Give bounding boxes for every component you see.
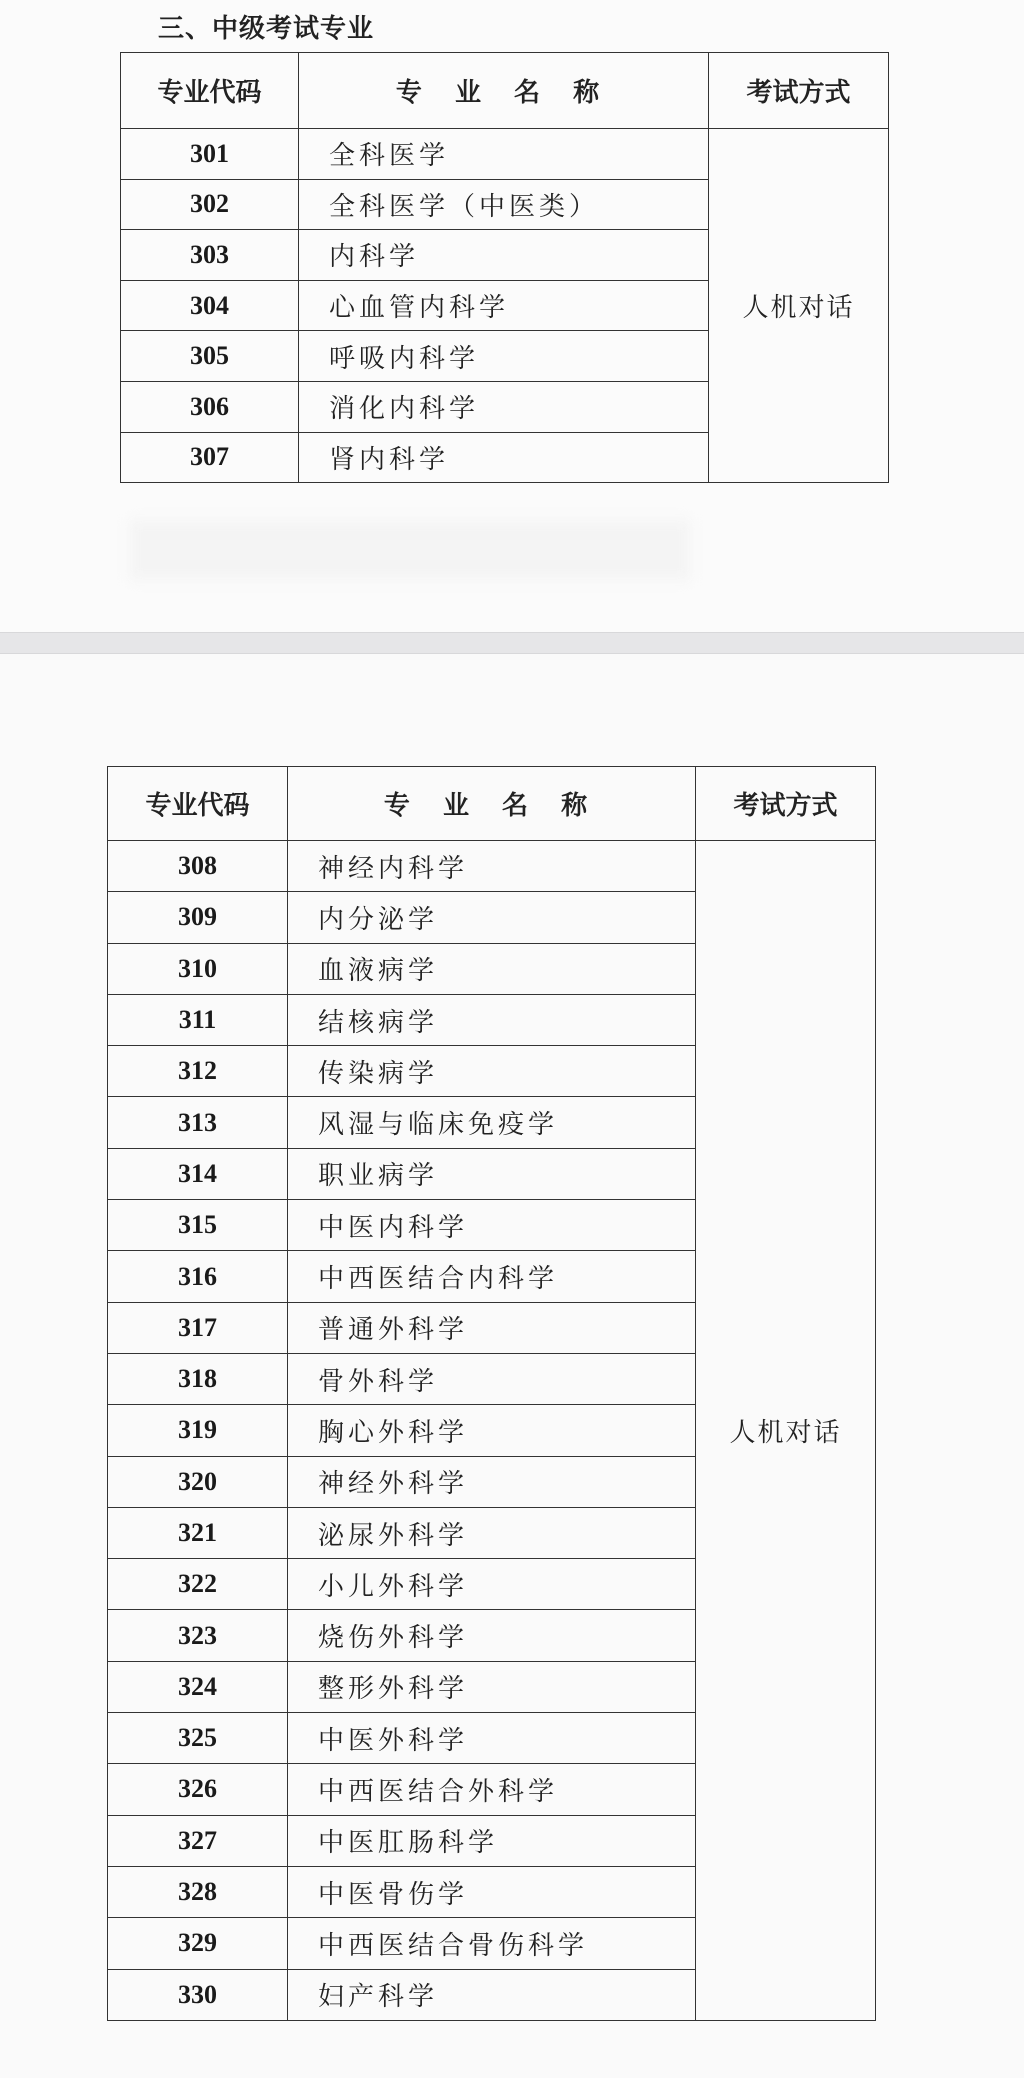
specialty-name: 中西医结合骨伤科学 (288, 1918, 696, 1969)
specialty-name: 肾内科学 (299, 432, 709, 483)
specialty-code: 310 (108, 943, 288, 994)
specialty-name: 整形外科学 (288, 1661, 696, 1712)
table-row (121, 129, 889, 180)
specialty-code: 307 (121, 432, 299, 483)
specialty-code: 316 (108, 1251, 288, 1302)
specialty-name: 心血管内科学 (299, 280, 709, 331)
page-separator (0, 632, 1024, 654)
specialty-name: 消化内科学 (299, 381, 709, 432)
specialty-code: 302 (121, 179, 299, 230)
exam-method: 人机对话 (696, 841, 876, 2021)
specialty-code: 306 (121, 381, 299, 432)
header-name: 专 业 名 称 (288, 767, 696, 841)
table-header-row (108, 767, 876, 841)
specialty-code: 330 (108, 1969, 288, 2020)
specialty-name: 骨外科学 (288, 1353, 696, 1404)
specialty-name: 神经外科学 (288, 1456, 696, 1507)
specialty-code: 304 (121, 280, 299, 331)
specialty-name: 内科学 (299, 230, 709, 281)
specialty-name: 结核病学 (288, 994, 696, 1045)
specialty-name: 全科医学 (299, 129, 709, 180)
specialty-code: 318 (108, 1353, 288, 1404)
specialty-code: 315 (108, 1200, 288, 1251)
specialty-name: 全科医学（中医类） (299, 179, 709, 230)
specialty-name: 中医肛肠科学 (288, 1815, 696, 1866)
section-heading: 三、中级考试专业 (158, 14, 375, 44)
specialty-code: 325 (108, 1713, 288, 1764)
specialty-name: 传染病学 (288, 1046, 696, 1097)
document-page-2 (0, 654, 1024, 2078)
specialty-name: 风湿与临床免疫学 (288, 1097, 696, 1148)
specialty-name: 中医骨伤学 (288, 1866, 696, 1917)
specialty-name: 内分泌学 (288, 892, 696, 943)
specialty-name: 泌尿外科学 (288, 1507, 696, 1558)
specialty-name: 中医内科学 (288, 1200, 696, 1251)
specialty-code: 321 (108, 1507, 288, 1558)
specialty-name: 烧伤外科学 (288, 1610, 696, 1661)
specialty-name: 妇产科学 (288, 1969, 696, 2020)
header-method: 考试方式 (709, 53, 889, 129)
specialty-code: 314 (108, 1148, 288, 1199)
specialty-name: 普通外科学 (288, 1302, 696, 1353)
specialty-code: 326 (108, 1764, 288, 1815)
blurred-area (130, 520, 690, 580)
specialty-code: 301 (121, 129, 299, 180)
specialty-code: 305 (121, 331, 299, 382)
specialty-code: 313 (108, 1097, 288, 1148)
specialty-code: 324 (108, 1661, 288, 1712)
specialty-name: 中西医结合内科学 (288, 1251, 696, 1302)
specialty-code: 327 (108, 1815, 288, 1866)
specialty-code: 303 (121, 230, 299, 281)
specialty-name: 小儿外科学 (288, 1559, 696, 1610)
specialty-table-2 (107, 766, 876, 2021)
header-method: 考试方式 (696, 767, 876, 841)
table-header-row (121, 53, 889, 129)
specialty-code: 312 (108, 1046, 288, 1097)
exam-method: 人机对话 (709, 129, 889, 483)
specialty-name: 职业病学 (288, 1148, 696, 1199)
specialty-code: 309 (108, 892, 288, 943)
specialty-name: 中西医结合外科学 (288, 1764, 696, 1815)
specialty-code: 320 (108, 1456, 288, 1507)
document-page-1 (0, 0, 1024, 632)
specialty-code: 308 (108, 841, 288, 892)
specialty-code: 317 (108, 1302, 288, 1353)
specialty-code: 329 (108, 1918, 288, 1969)
specialty-table-1 (120, 52, 889, 483)
header-name: 专 业 名 称 (299, 53, 709, 129)
header-code: 专业代码 (108, 767, 288, 841)
specialty-name: 中医外科学 (288, 1713, 696, 1764)
specialty-name: 血液病学 (288, 943, 696, 994)
specialty-code: 322 (108, 1559, 288, 1610)
specialty-code: 311 (108, 994, 288, 1045)
specialty-name: 呼吸内科学 (299, 331, 709, 382)
specialty-code: 328 (108, 1866, 288, 1917)
table-row (108, 841, 876, 892)
specialty-code: 323 (108, 1610, 288, 1661)
header-code: 专业代码 (121, 53, 299, 129)
specialty-name: 神经内科学 (288, 841, 696, 892)
specialty-name: 胸心外科学 (288, 1405, 696, 1456)
specialty-code: 319 (108, 1405, 288, 1456)
